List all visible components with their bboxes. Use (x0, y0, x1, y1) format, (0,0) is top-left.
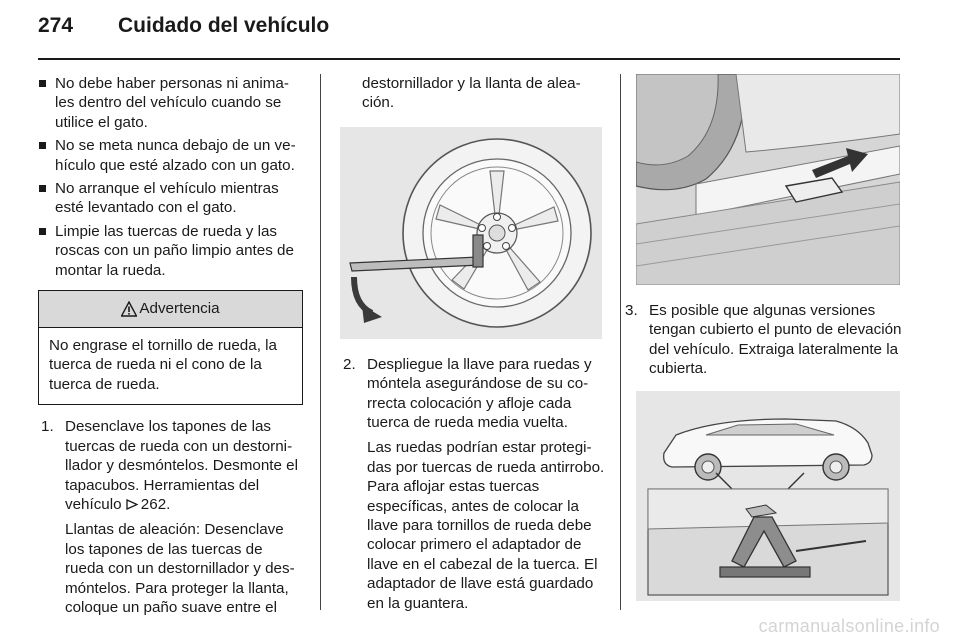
step-1-paragraph (65, 417, 303, 514)
step-3-text: Es posible que algunas versiones tengan cubierto el punto de elevación del vehículo. Extraiga lateralmente la cubierta. (649, 302, 902, 378)
bullet-item: No arranque el vehículo mientras esté levantado con el gato. (38, 179, 303, 218)
step-1-period: . (166, 495, 171, 513)
wheel-wrench-figure (340, 127, 602, 339)
warning-header (39, 291, 302, 328)
warning-triangle-icon (121, 301, 137, 317)
step-1-alloy-text: Llantas de aleación: Desenclave los tapones de las tuercas de rueda con un destornillador y desmóntelos. Para proteger la llanta, coloque un paño suave entre el (65, 521, 295, 616)
column-3 (620, 74, 902, 601)
step-3 (622, 301, 902, 379)
step-number: 1. (41, 418, 54, 436)
footer-watermark: carmanualsonline.info (758, 616, 940, 636)
column-2 (340, 74, 605, 613)
warning-box (38, 290, 303, 405)
step-2-antitheft-text: Las ruedas podrían estar protegidas por tuercas de rueda antirrobo. Para aflojar estas tuercas específicas, antes de colocar la llave para tornillos de rueda debe colocar primero el adaptador de llave en el cabezal de la tuerca. El adaptador de llave está guardado en la guantera. (367, 439, 605, 612)
column-divider-left (320, 74, 321, 610)
step-number: 2. (343, 355, 356, 373)
page-reference-icon (126, 499, 138, 510)
column-1 (38, 74, 303, 617)
car-jack-position-figure (636, 391, 900, 601)
step-2 (340, 355, 605, 613)
page-title: Cuidado del vehículo (118, 14, 330, 37)
step-number: 3. (625, 302, 638, 319)
warning-text: No engrase el tornillo de rueda, la tuerca de rueda ni el cono de la tuerca de rueda. (49, 337, 277, 393)
bullet-item: No debe haber personas ni animales dentro del vehículo cuando se utilice el gato. (38, 74, 303, 132)
jack-point-cover-figure (636, 74, 900, 285)
step-1-continuation: destornillador y la llanta de aleación. (362, 75, 581, 112)
step-1-text: Desenclave los tapones de las tuercas de rueda con un destornillador y desmóntelos. Desmonte el tapacubos. Herramientas del vehículo (65, 418, 298, 513)
warning-title: Advertencia (139, 300, 220, 318)
header-rule (38, 58, 900, 60)
safety-bullet-list (38, 74, 303, 280)
step-1 (38, 417, 303, 617)
step-2-text: Despliegue la llave para ruedas y móntela asegurándose de su correcta colocación y afloje cada tuerca de rueda media vuelta. (367, 355, 592, 432)
page-header (38, 14, 329, 48)
page-reference[interactable]: 262 (140, 495, 167, 513)
bullet-item: No se meta nunca debajo de un vehículo que esté alzado con un gato. (38, 136, 303, 175)
page-number: 274 (38, 14, 74, 37)
bullet-item: Limpie las tuercas de rueda y las roscas con un paño limpio antes de montar la rueda. (38, 222, 303, 280)
